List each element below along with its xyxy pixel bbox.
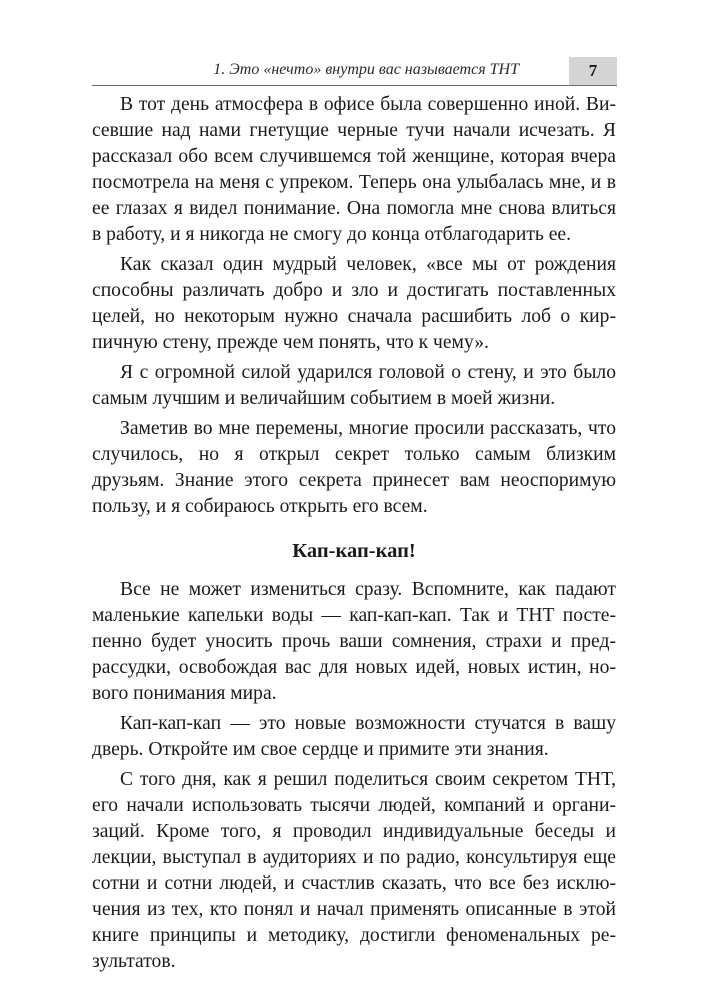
chapter-title: 1. Это «нечто» внутри вас называется ТНТ xyxy=(213,61,519,78)
page-number: 7 xyxy=(569,57,617,85)
paragraph: С того дня, как я решил поделиться своим секретом ТНТ, его начали использовать тысячи людей, компаний и организаций. Кроме того, я проводил индивидуальные беседы и лекции, выступал в аудиториях и по радио, консультируя еще сотни и сотни людей, и счастлив сказать, что все без исключения из тех, кто понял и начал применять описанные в этой книге принципы и методику, достигли феноменальных результатов. xyxy=(92,769,616,972)
paragraph: Все не может измениться сразу. Вспомните, как падают маленькие капельки воды — кап-кап-кап. Так и ТНТ постепенно будет уносить прочь ваши сомнения, страхи и предрассудки, освобождая вас для новых идей, новых истин, нового понимания мира. xyxy=(92,579,616,704)
paragraph: Я с огромной силой ударился головой о стену, и это было самым лучшим и величайшим событием в моей жизни. xyxy=(92,362,616,409)
paragraph: Как сказал один мудрый человек, «все мы от рождения способны различать добро и зло и достигать поставленных целей, но некоторым нужно сначала расшибить лоб о кирпичную стену, прежде чем понять, что к чему». xyxy=(92,254,616,353)
paragraph: В тот день атмосфера в офисе была совершенно иной. Висевшие над нами гнетущие черные тучи начали исчезать. Я рассказал обо всем случившемся той женщине, которая вчера посмотрела на меня с упреком. Теперь она улыбалась мне, и в ее глазах я видел понимание. Она помогла мне снова влиться в работу, и я никогда не смогу до конца отблагодарить ее. xyxy=(92,94,616,245)
page-body xyxy=(92,92,616,975)
paragraph: Заметив во мне перемены, многие просили рассказать, что случилось, но я открыл секрет только самым близким друзьям. Знание этого секрета принесет вам неоспоримую пользу, и я собираюсь открыть его всем. xyxy=(92,418,616,517)
section-heading: Кап-кап-кап! xyxy=(292,540,416,562)
running-head xyxy=(92,55,617,86)
paragraph: Кап-кап-кап — это новые возможности стучатся в вашу дверь. Откройте им свое сердце и примите эти знания. xyxy=(92,713,616,760)
